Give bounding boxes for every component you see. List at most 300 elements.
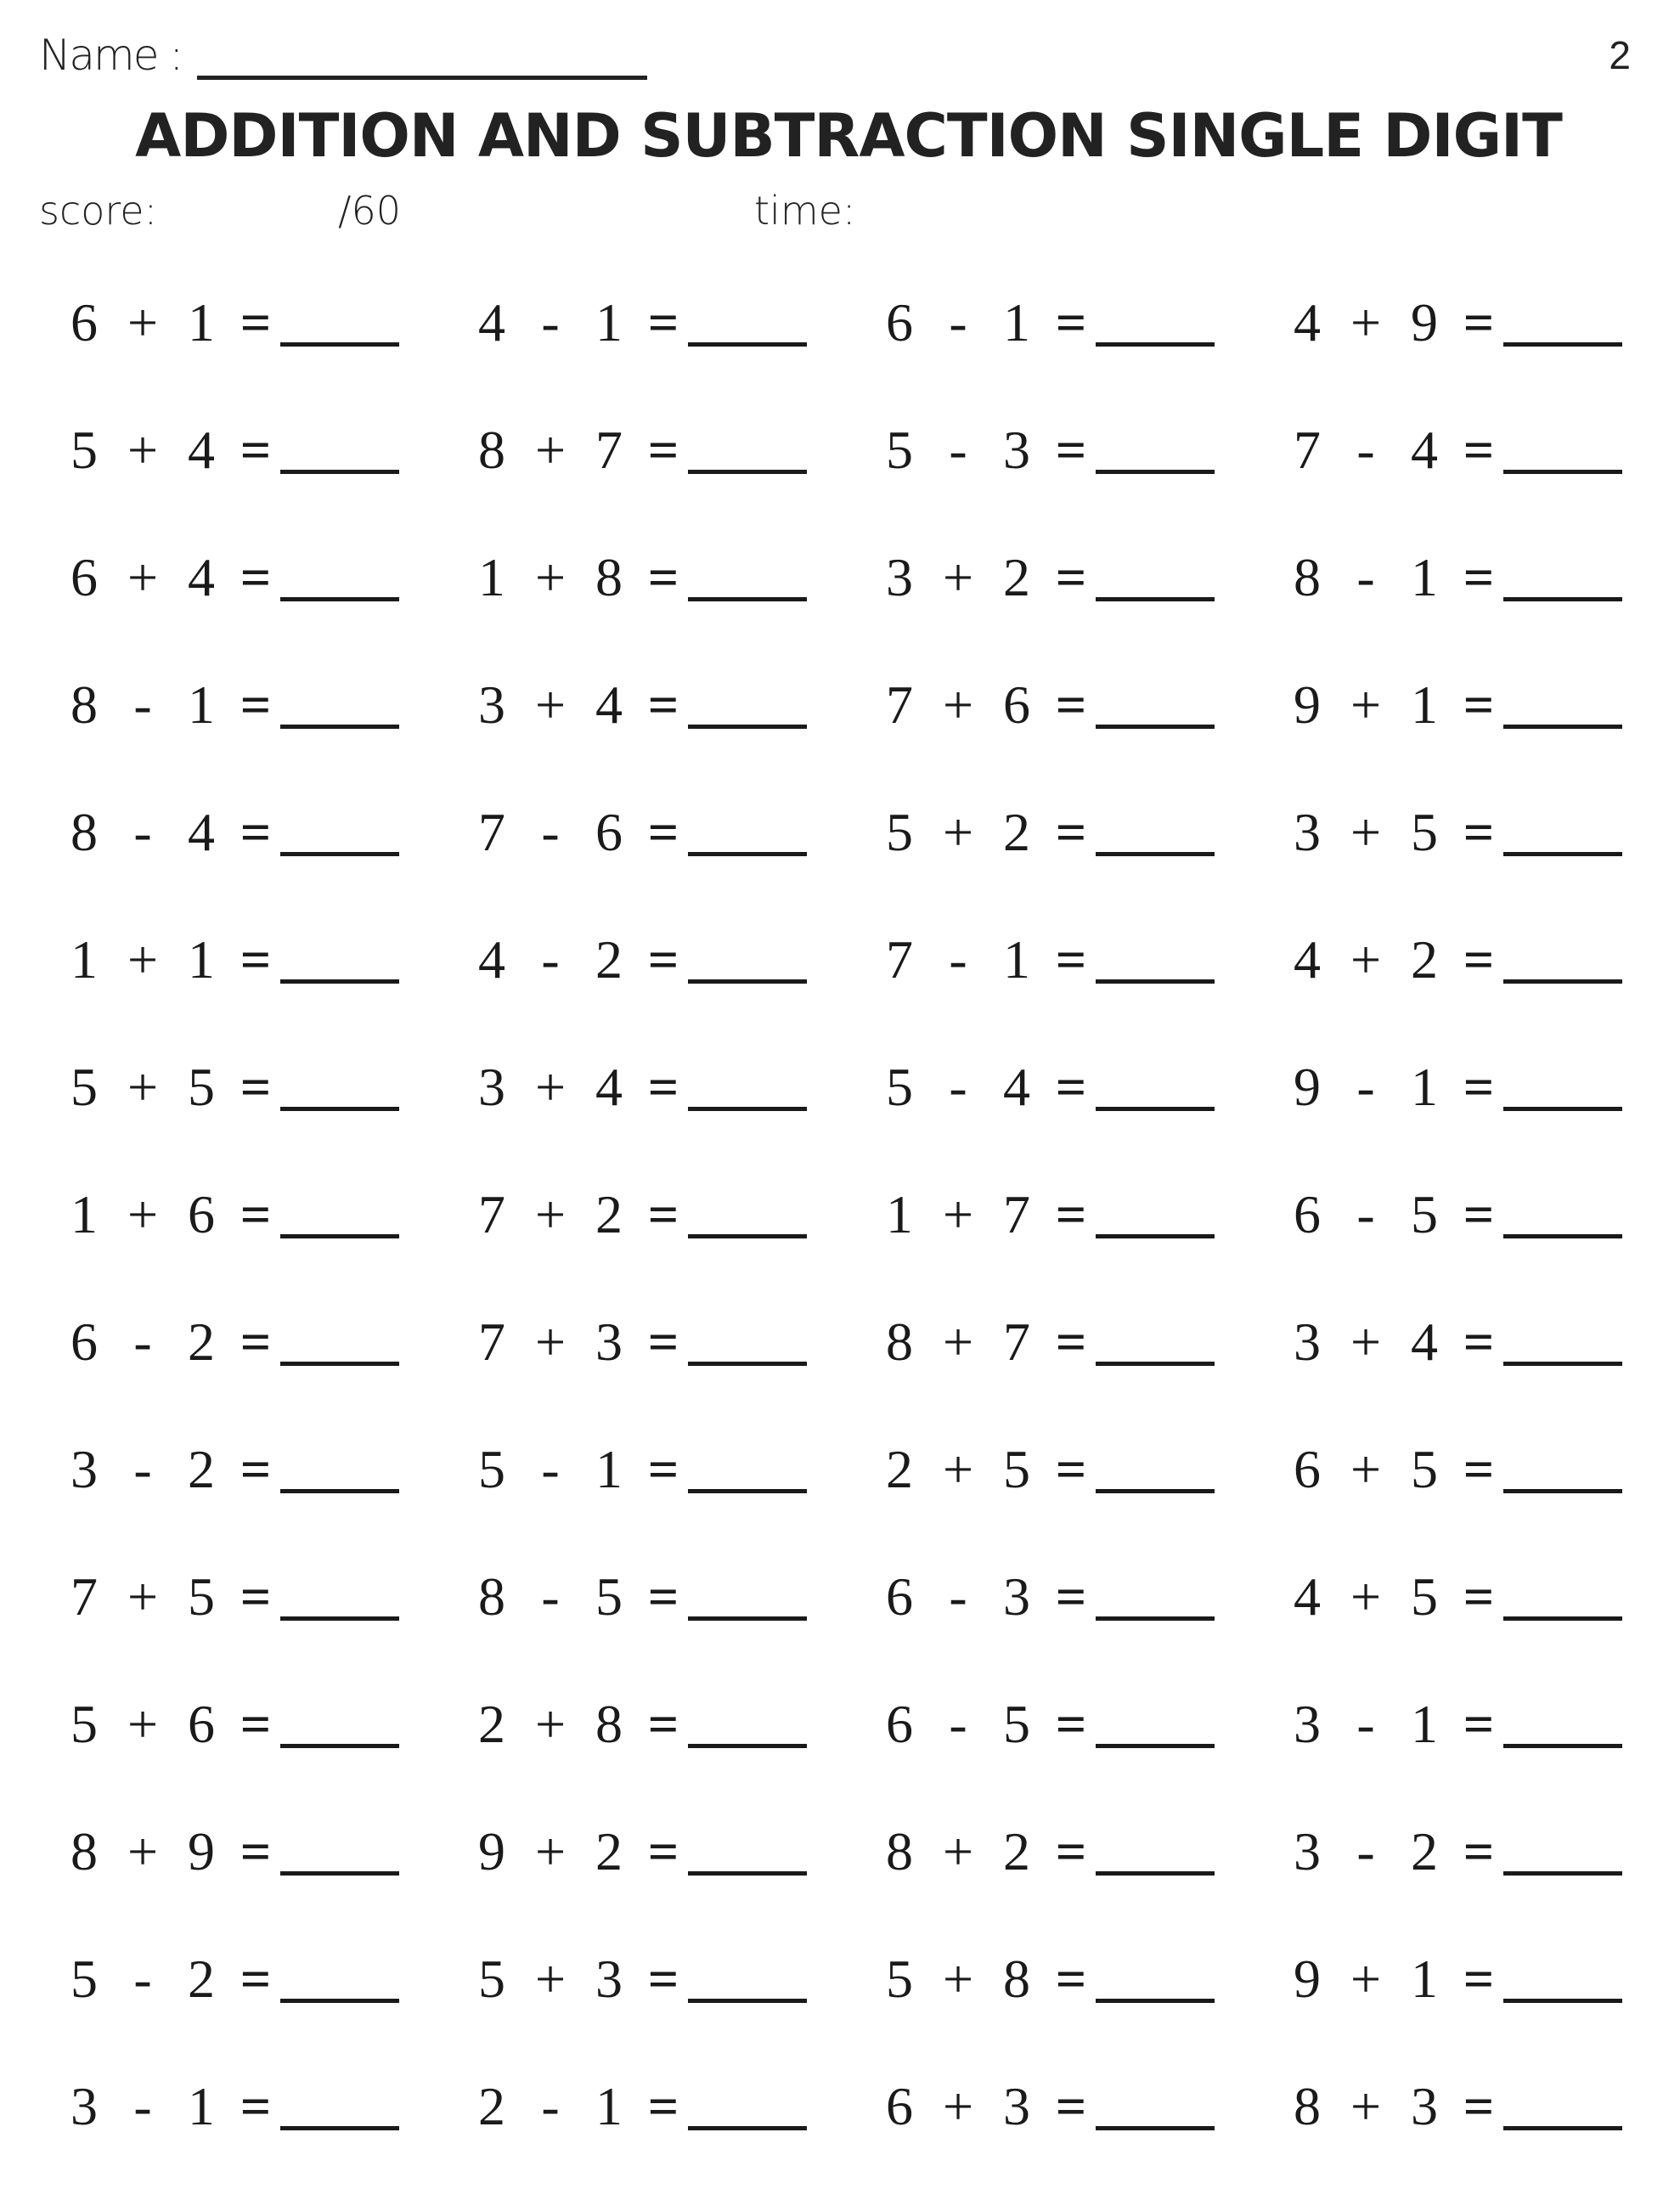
equals-sign: = — [240, 674, 272, 735]
math-problem — [1288, 416, 1680, 480]
operand-a: 4 — [1294, 292, 1321, 353]
operand-a: 3 — [1294, 1694, 1321, 1754]
operand-a: 8 — [70, 674, 98, 735]
operand-a: 5 — [886, 1949, 913, 2009]
operator-sign: + — [1350, 929, 1382, 990]
operand-b: 8 — [595, 1694, 623, 1754]
operator-sign: - — [133, 1949, 152, 2009]
answer-blank[interactable] — [1096, 470, 1215, 474]
operand-a: 7 — [478, 802, 505, 862]
operator-sign: - — [541, 1439, 560, 1499]
operand-b: 7 — [1003, 1312, 1030, 1372]
answer-blank[interactable] — [688, 2126, 807, 2130]
operand-b: 2 — [188, 1312, 215, 1372]
answer-blank[interactable] — [1096, 1871, 1215, 1876]
answer-blank[interactable] — [1096, 2126, 1215, 2130]
math-problem — [65, 544, 472, 605]
math-problem — [472, 289, 880, 353]
operand-a: 1 — [70, 929, 98, 990]
answer-blank[interactable] — [688, 1744, 807, 1748]
operator-sign: + — [534, 1312, 567, 1372]
operator-sign: + — [127, 1694, 159, 1754]
math-problem — [1288, 544, 1680, 605]
operand-b: 5 — [1411, 1439, 1438, 1499]
answer-blank[interactable] — [280, 1999, 399, 2003]
math-problem — [65, 1690, 472, 1752]
equals-sign: = — [1463, 1057, 1495, 1117]
math-problem — [65, 416, 472, 480]
equals-sign: = — [647, 1439, 679, 1499]
answer-blank[interactable] — [280, 1234, 399, 1238]
answer-blank[interactable] — [688, 1234, 807, 1238]
operand-a: 7 — [886, 929, 913, 990]
answer-blank[interactable] — [688, 1616, 807, 1621]
equals-sign: = — [647, 929, 679, 990]
answer-blank[interactable] — [688, 597, 807, 601]
equals-sign: = — [647, 547, 679, 607]
math-problem — [880, 1945, 1288, 2009]
operand-a: 5 — [886, 802, 913, 862]
equals-sign: = — [1055, 2076, 1087, 2136]
equals-sign: = — [240, 1057, 272, 1117]
operand-a: 8 — [70, 802, 98, 862]
operand-a: 7 — [886, 674, 913, 735]
answer-blank[interactable] — [1503, 852, 1622, 856]
operand-b: 6 — [188, 1694, 215, 1754]
operator-sign: + — [1350, 802, 1382, 862]
answer-blank[interactable] — [1503, 2126, 1622, 2130]
answer-blank[interactable] — [1096, 342, 1215, 347]
operand-a: 3 — [478, 674, 505, 735]
equals-sign: = — [647, 802, 679, 862]
answer-blank[interactable] — [1503, 1744, 1622, 1748]
operand-a: 5 — [70, 420, 98, 480]
math-problem — [1288, 1690, 1680, 1752]
answer-blank[interactable] — [1096, 1616, 1215, 1621]
answer-blank[interactable] — [280, 1489, 399, 1493]
operand-a: 1 — [886, 1184, 913, 1244]
operand-a: 5 — [70, 1057, 98, 1117]
operand-a: 4 — [478, 929, 505, 990]
operator-sign: - — [541, 929, 560, 990]
math-problem — [65, 1945, 472, 2009]
equals-sign: = — [1055, 674, 1087, 735]
operand-b: 4 — [1411, 420, 1438, 480]
math-problem — [472, 1945, 880, 2009]
math-problem — [1288, 798, 1680, 860]
answer-blank[interactable] — [280, 725, 399, 729]
equals-sign: = — [1463, 547, 1495, 607]
operand-b: 1 — [188, 2076, 215, 2136]
equals-sign: = — [1463, 1439, 1495, 1499]
answer-blank[interactable] — [1096, 1107, 1215, 1111]
answer-blank[interactable] — [280, 979, 399, 984]
operand-b: 5 — [1003, 1694, 1030, 1754]
operand-b: 2 — [595, 1821, 623, 1881]
operand-a: 3 — [1294, 1312, 1321, 1372]
operand-b: 7 — [1003, 1184, 1030, 1244]
operator-sign: + — [942, 1312, 974, 1372]
math-problem — [472, 1563, 880, 1627]
math-problem — [472, 1436, 880, 1497]
operand-a: 1 — [478, 547, 505, 607]
operand-b: 1 — [1411, 1057, 1438, 1117]
answer-blank[interactable] — [1503, 1999, 1622, 2003]
operator-sign: + — [127, 547, 159, 607]
operand-a: 8 — [1294, 547, 1321, 607]
operand-a: 6 — [1294, 1439, 1321, 1499]
answer-blank[interactable] — [280, 852, 399, 856]
time-label: time: — [754, 188, 856, 234]
math-problem — [65, 2073, 472, 2134]
operand-b: 2 — [1003, 802, 1030, 862]
math-problem — [472, 544, 880, 605]
operand-b: 2 — [595, 929, 623, 990]
equals-sign: = — [1463, 1184, 1495, 1244]
operand-b: 4 — [188, 420, 215, 480]
equals-sign: = — [240, 1312, 272, 1372]
operator-sign: + — [942, 1184, 974, 1244]
operand-b: 1 — [188, 292, 215, 353]
operand-b: 3 — [1411, 2076, 1438, 2136]
operator-sign: - — [1356, 1694, 1375, 1754]
operand-b: 7 — [595, 420, 623, 480]
operator-sign: + — [942, 2076, 974, 2136]
operand-b: 6 — [595, 802, 623, 862]
operator-sign: + — [942, 1949, 974, 2009]
name-input-line[interactable] — [197, 76, 647, 80]
math-problem — [880, 1690, 1288, 1752]
answer-blank[interactable] — [280, 1107, 399, 1111]
operator-sign: + — [942, 547, 974, 607]
operand-b: 1 — [1411, 1694, 1438, 1754]
equals-sign: = — [240, 292, 272, 353]
operand-b: 3 — [1003, 2076, 1030, 2136]
answer-blank[interactable] — [688, 725, 807, 729]
operator-sign: - — [541, 292, 560, 353]
operator-sign: - — [133, 674, 152, 735]
answer-blank[interactable] — [688, 1999, 807, 2003]
equals-sign: = — [1055, 802, 1087, 862]
math-problem — [1288, 1308, 1680, 1372]
equals-sign: = — [240, 1439, 272, 1499]
answer-blank[interactable] — [1096, 979, 1215, 984]
equals-sign: = — [1463, 674, 1495, 735]
answer-blank[interactable] — [1096, 1362, 1215, 1366]
operand-a: 2 — [478, 2076, 505, 2136]
equals-sign: = — [1055, 1312, 1087, 1372]
operator-sign: + — [942, 674, 974, 735]
math-problem — [880, 1053, 1288, 1117]
math-problem — [880, 289, 1288, 353]
math-problem — [1288, 1563, 1680, 1627]
operand-a: 6 — [70, 547, 98, 607]
math-problem — [1288, 671, 1680, 735]
operand-b: 1 — [595, 292, 623, 353]
answer-blank[interactable] — [1503, 1616, 1622, 1621]
equals-sign: = — [1463, 1694, 1495, 1754]
operand-a: 7 — [1294, 420, 1321, 480]
operand-a: 3 — [478, 1057, 505, 1117]
operand-b: 4 — [595, 674, 623, 735]
answer-blank[interactable] — [280, 342, 399, 347]
answer-blank[interactable] — [688, 1871, 807, 1876]
operator-sign: - — [949, 420, 967, 480]
answer-blank[interactable] — [1503, 1489, 1622, 1493]
equals-sign: = — [1055, 547, 1087, 607]
operator-sign: - — [949, 292, 967, 353]
math-problem — [1288, 926, 1680, 990]
math-problem — [65, 1436, 472, 1497]
math-problem — [1288, 289, 1680, 353]
operator-sign: + — [534, 1184, 567, 1244]
operand-b: 6 — [188, 1184, 215, 1244]
equals-sign: = — [647, 1821, 679, 1881]
equals-sign: = — [240, 802, 272, 862]
equals-sign: = — [1463, 1312, 1495, 1372]
answer-blank[interactable] — [688, 852, 807, 856]
answer-blank[interactable] — [1503, 1234, 1622, 1238]
operand-b: 5 — [188, 1057, 215, 1117]
operator-sign: + — [127, 292, 159, 353]
math-problem — [880, 798, 1288, 860]
operand-b: 5 — [595, 1566, 623, 1627]
operator-sign: - — [1356, 547, 1375, 607]
math-problem — [880, 926, 1288, 990]
operator-sign: + — [534, 547, 567, 607]
operator-sign: + — [1350, 674, 1382, 735]
operand-b: 2 — [188, 1949, 215, 2009]
math-problem — [880, 416, 1288, 480]
operator-sign: - — [133, 802, 152, 862]
equals-sign: = — [1463, 2076, 1495, 2136]
answer-blank[interactable] — [1096, 852, 1215, 856]
answer-blank[interactable] — [1096, 1489, 1215, 1493]
equals-sign: = — [647, 1057, 679, 1117]
answer-blank[interactable] — [1096, 1744, 1215, 1748]
equals-sign: = — [647, 420, 679, 480]
operand-a: 8 — [886, 1821, 913, 1881]
answer-blank[interactable] — [1096, 725, 1215, 729]
operator-sign: - — [133, 1312, 152, 1372]
equals-sign: = — [647, 1312, 679, 1372]
math-problem — [880, 1308, 1288, 1372]
operand-a: 5 — [478, 1439, 505, 1499]
answer-blank[interactable] — [1503, 342, 1622, 347]
operator-sign: + — [534, 1821, 567, 1881]
equals-sign: = — [647, 292, 679, 353]
math-problem — [472, 2073, 880, 2134]
operator-sign: + — [127, 1184, 159, 1244]
equals-sign: = — [1055, 1439, 1087, 1499]
operand-b: 1 — [1411, 674, 1438, 735]
operand-a: 8 — [886, 1312, 913, 1372]
operand-a: 9 — [1294, 674, 1321, 735]
operand-b: 8 — [1003, 1949, 1030, 2009]
math-problem — [65, 289, 472, 353]
operand-b: 3 — [595, 1312, 623, 1372]
operand-a: 5 — [886, 420, 913, 480]
equals-sign: = — [1463, 1949, 1495, 2009]
math-problem — [472, 1053, 880, 1117]
math-problem — [65, 1181, 472, 1242]
operator-sign: + — [1350, 2076, 1382, 2136]
math-problem — [472, 671, 880, 735]
equals-sign: = — [240, 1184, 272, 1244]
answer-blank[interactable] — [1096, 1234, 1215, 1238]
operand-a: 2 — [886, 1439, 913, 1499]
answer-blank[interactable] — [280, 470, 399, 474]
equals-sign: = — [240, 1694, 272, 1754]
answer-blank[interactable] — [280, 1362, 399, 1366]
answer-blank[interactable] — [688, 1107, 807, 1111]
answer-blank[interactable] — [280, 1871, 399, 1876]
answer-blank[interactable] — [1096, 1999, 1215, 2003]
operand-b: 5 — [188, 1566, 215, 1627]
answer-blank[interactable] — [280, 1744, 399, 1748]
answer-blank[interactable] — [280, 597, 399, 601]
operand-a: 3 — [70, 2076, 98, 2136]
operand-b: 1 — [188, 929, 215, 990]
math-problem — [880, 2073, 1288, 2134]
operator-sign: + — [534, 1949, 567, 2009]
operand-a: 6 — [886, 1694, 913, 1754]
operator-sign: + — [127, 1566, 159, 1627]
math-problem — [880, 544, 1288, 605]
operator-sign: + — [942, 1821, 974, 1881]
equals-sign: = — [240, 929, 272, 990]
equals-sign: = — [1055, 929, 1087, 990]
equals-sign: = — [1055, 292, 1087, 353]
equals-sign: = — [1463, 292, 1495, 353]
operand-a: 3 — [1294, 1821, 1321, 1881]
worksheet-title: ADDITION AND SUBTRACTION SINGLE DIGIT — [135, 101, 1562, 171]
operand-b: 2 — [188, 1439, 215, 1499]
equals-sign: = — [1055, 1566, 1087, 1627]
operand-b: 5 — [1411, 802, 1438, 862]
math-problem — [1288, 1945, 1680, 2009]
equals-sign: = — [240, 2076, 272, 2136]
operator-sign: - — [1356, 1184, 1375, 1244]
operand-a: 6 — [886, 1566, 913, 1627]
answer-blank[interactable] — [280, 2126, 399, 2130]
operator-sign: + — [942, 1439, 974, 1499]
operator-sign: + — [1350, 1949, 1382, 2009]
operand-a: 6 — [70, 1312, 98, 1372]
operand-b: 4 — [1003, 1057, 1030, 1117]
operand-a: 4 — [1294, 929, 1321, 990]
answer-blank[interactable] — [1503, 1107, 1622, 1111]
math-problem — [472, 1181, 880, 1242]
equals-sign: = — [647, 2076, 679, 2136]
equals-sign: = — [647, 674, 679, 735]
operator-sign: + — [127, 1057, 159, 1117]
operand-b: 4 — [595, 1057, 623, 1117]
answer-blank[interactable] — [1503, 979, 1622, 984]
math-problem — [880, 671, 1288, 735]
operand-b: 3 — [1003, 420, 1030, 480]
operator-sign: + — [1350, 1566, 1382, 1627]
operator-sign: - — [541, 802, 560, 862]
name-label: Name : — [39, 31, 183, 80]
answer-blank[interactable] — [1096, 597, 1215, 601]
operand-b: 3 — [1003, 1566, 1030, 1627]
equals-sign: = — [240, 1566, 272, 1627]
equals-sign: = — [1055, 1949, 1087, 2009]
equals-sign: = — [1055, 1821, 1087, 1881]
answer-blank[interactable] — [688, 470, 807, 474]
operand-a: 5 — [70, 1694, 98, 1754]
math-problem — [65, 1563, 472, 1627]
operand-a: 7 — [478, 1184, 505, 1244]
operand-a: 5 — [886, 1057, 913, 1117]
answer-blank[interactable] — [280, 1616, 399, 1621]
math-problem — [65, 926, 472, 990]
page-number: 2 — [1609, 33, 1631, 77]
operand-b: 5 — [1003, 1439, 1030, 1499]
operand-b: 1 — [1003, 929, 1030, 990]
math-problem — [472, 798, 880, 860]
score-label: score: — [39, 188, 158, 234]
operand-a: 3 — [70, 1439, 98, 1499]
equals-sign: = — [1463, 1821, 1495, 1881]
equals-sign: = — [240, 1821, 272, 1881]
answer-blank[interactable] — [1503, 597, 1622, 601]
math-problem — [472, 416, 880, 480]
answer-blank[interactable] — [1503, 1871, 1622, 1876]
operand-a: 6 — [70, 292, 98, 353]
answer-blank[interactable] — [1503, 1362, 1622, 1366]
answer-blank[interactable] — [688, 979, 807, 984]
name-field-row — [39, 31, 647, 80]
operator-sign: - — [949, 929, 967, 990]
operand-b: 4 — [188, 802, 215, 862]
operator-sign: - — [133, 1439, 152, 1499]
operand-a: 8 — [70, 1821, 98, 1881]
operator-sign: + — [1350, 1439, 1382, 1499]
operand-a: 6 — [886, 2076, 913, 2136]
math-problem — [472, 1308, 880, 1372]
equals-sign: = — [647, 1694, 679, 1754]
operand-a: 1 — [70, 1184, 98, 1244]
operand-a: 8 — [478, 1566, 505, 1627]
operand-a: 3 — [1294, 802, 1321, 862]
math-problem — [65, 798, 472, 860]
operator-sign: + — [534, 674, 567, 735]
math-problem — [880, 1818, 1288, 1879]
operand-a: 8 — [1294, 2076, 1321, 2136]
operand-a: 5 — [70, 1949, 98, 2009]
answer-blank[interactable] — [1503, 725, 1622, 729]
answer-blank[interactable] — [1503, 470, 1622, 474]
answer-blank[interactable] — [688, 1362, 807, 1366]
answer-blank[interactable] — [688, 1489, 807, 1493]
operand-a: 9 — [1294, 1949, 1321, 2009]
answer-blank[interactable] — [688, 342, 807, 347]
equals-sign: = — [240, 1949, 272, 2009]
operand-b: 3 — [595, 1949, 623, 2009]
math-problem — [472, 1690, 880, 1752]
operand-a: 4 — [1294, 1566, 1321, 1627]
math-problem — [1288, 1818, 1680, 1879]
math-problem — [472, 1818, 880, 1879]
math-problem — [1288, 1436, 1680, 1497]
operand-b: 2 — [1411, 1821, 1438, 1881]
operand-b: 1 — [1003, 292, 1030, 353]
math-problem — [1288, 2073, 1680, 2134]
operand-a: 9 — [478, 1821, 505, 1881]
operator-sign: - — [541, 1566, 560, 1627]
